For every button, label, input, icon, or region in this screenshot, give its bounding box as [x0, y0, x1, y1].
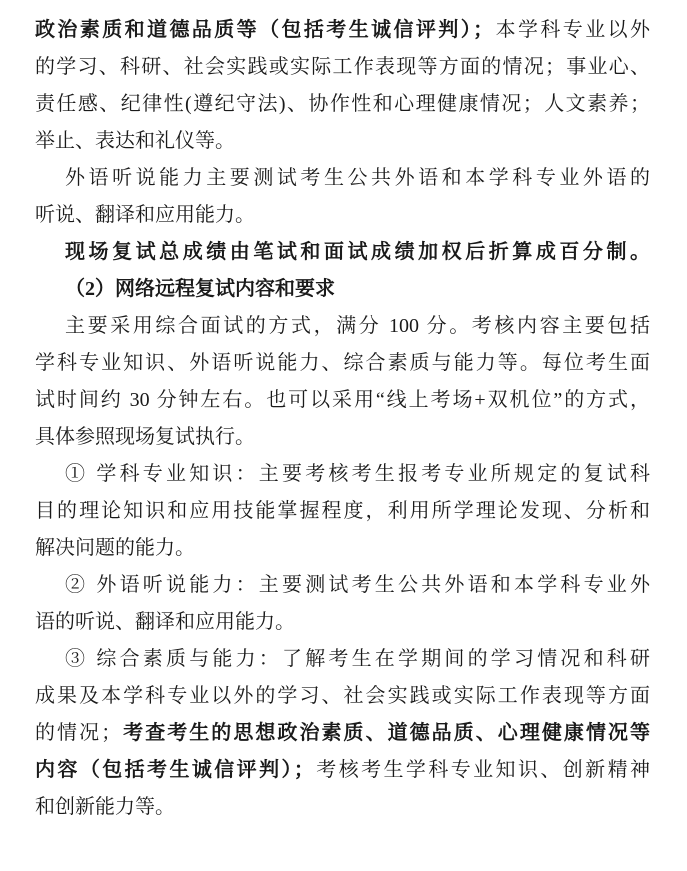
paragraph-8	[35, 641, 650, 826]
paragraph-6	[35, 456, 650, 567]
text-line	[35, 123, 650, 160]
text-run: 主要采用综合面试的方式，满分 100 分。考核内容主要包括	[65, 315, 650, 337]
text-line	[35, 308, 650, 345]
text-run: 举止、表达和礼仪等。	[35, 130, 235, 152]
paragraph-4	[35, 271, 650, 308]
text-run: 具体参照现场复试执行。	[35, 426, 255, 448]
text-line	[35, 456, 650, 493]
text-line	[35, 160, 650, 197]
text-line	[35, 567, 650, 604]
text-run: 外语听说能力主要测试考生公共外语和本学科专业外语的	[65, 167, 650, 189]
text-line	[35, 493, 650, 530]
text-run: 试时间约 30 分钟左右。也可以采用“线上考场+双机位”的方式，	[35, 389, 650, 411]
text-line	[35, 197, 650, 234]
text-line	[35, 641, 650, 678]
text-line	[35, 234, 650, 271]
text-line	[35, 271, 650, 308]
text-run-bold: 考查考生的思想政治素质、道德品质、心理健康情况等	[121, 722, 650, 744]
text-line	[35, 530, 650, 567]
paragraph-7	[35, 567, 650, 641]
text-run: 的学习、科研、社会实践或实际工作表现等方面的情况；事业心、	[35, 56, 650, 78]
text-run: ③ 综合素质与能力：了解考生在学期间的学习情况和科研	[65, 648, 650, 670]
text-run: ② 外语听说能力：主要测试考生公共外语和本学科专业外	[65, 574, 650, 596]
text-line	[35, 789, 650, 826]
text-run: 本学科专业以外	[493, 19, 650, 41]
paragraph-1	[35, 12, 650, 160]
text-run: 考核考生学科专业知识、创新精神	[313, 759, 650, 781]
text-line	[35, 419, 650, 456]
text-run: 责任感、纪律性(遵纪守法)、协作性和心理健康情况；人文素养；	[35, 93, 650, 115]
text-run: 的情况；	[35, 722, 122, 744]
text-run: 解决问题的能力。	[35, 537, 195, 559]
text-line	[35, 382, 650, 419]
text-line	[35, 604, 650, 641]
text-run: 和创新能力等。	[35, 796, 175, 818]
text-run: 听说、翻译和应用能力。	[35, 204, 255, 226]
text-run-bold: （2）网络远程复试内容和要求	[65, 278, 335, 300]
paragraph-5	[35, 308, 650, 456]
text-line	[35, 49, 650, 86]
text-run: 目的理论知识和应用技能掌握程度，利用所学理论发现、分析和	[35, 500, 650, 522]
document-body	[35, 12, 650, 826]
text-run-bold: 内容（包括考生诚信评判）；	[35, 759, 314, 781]
text-run-bold: 政治素质和道德品质等（包括考生诚信评判）；	[35, 19, 494, 41]
paragraph-3	[35, 234, 650, 271]
text-run: ① 学科专业知识：主要考核考生报考专业所规定的复试科	[65, 463, 650, 485]
text-run: 成果及本学科专业以外的学习、社会实践或实际工作表现等方面	[35, 685, 650, 707]
text-run: 学科专业知识、外语听说能力、综合素质与能力等。每位考生面	[35, 352, 650, 374]
text-line	[35, 345, 650, 382]
text-line	[35, 752, 650, 789]
text-run-bold: 现场复试总成绩由笔试和面试成绩加权后折算成百分制。	[65, 241, 650, 263]
text-line	[35, 715, 650, 752]
text-line	[35, 86, 650, 123]
text-run: 语的听说、翻译和应用能力。	[35, 611, 295, 633]
text-line	[35, 678, 650, 715]
paragraph-2	[35, 160, 650, 234]
text-line	[35, 12, 650, 49]
